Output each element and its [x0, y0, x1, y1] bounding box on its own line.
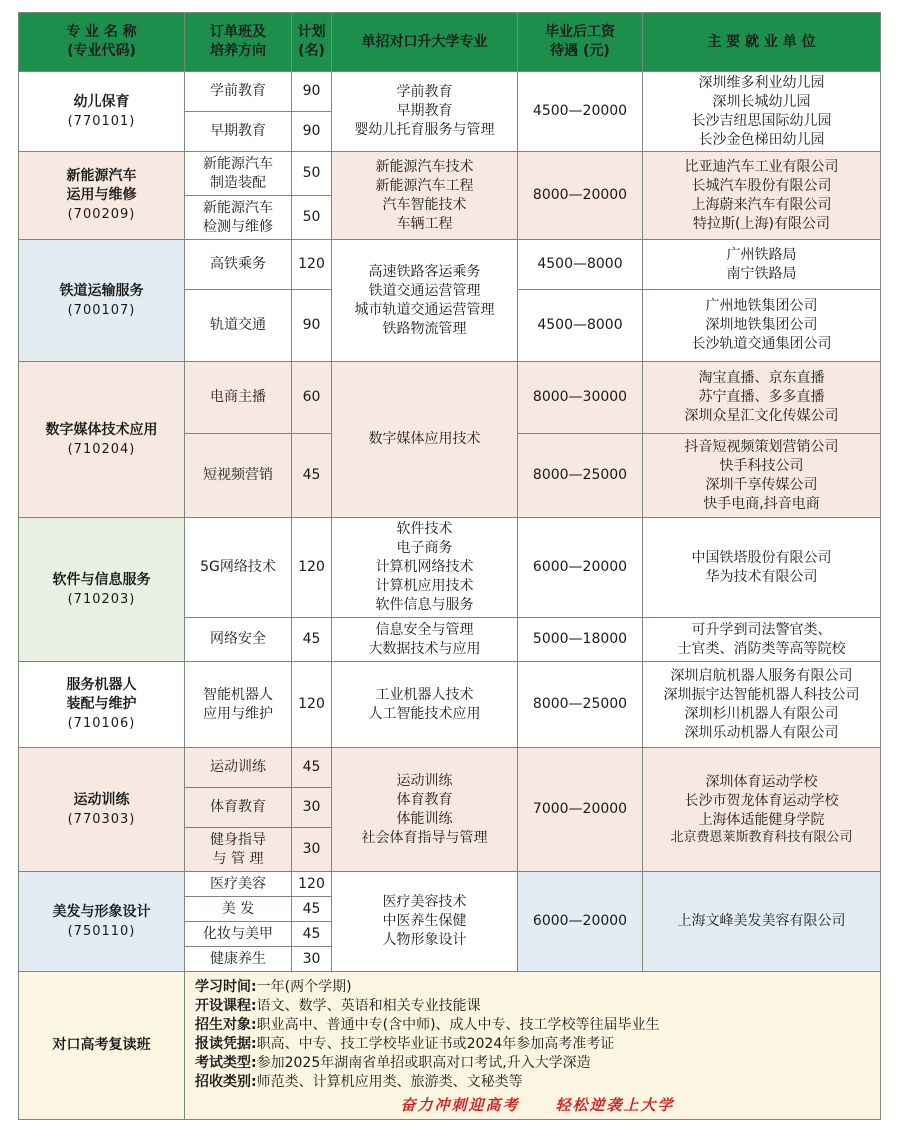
university-majors: 高速铁路客运乘务 铁道交通运营管理 城市轨道交通运营管理 铁路物流管理	[332, 240, 518, 362]
plan: 120	[292, 518, 332, 618]
salary: 7000—20000	[518, 748, 643, 872]
direction: 体育教育	[185, 788, 292, 828]
direction: 短视频营销	[185, 434, 292, 518]
direction: 轨道交通	[185, 290, 292, 362]
salary: 8000—25000	[518, 434, 643, 518]
plan: 45	[292, 748, 332, 788]
university-majors: 数字媒体应用技术	[332, 362, 518, 518]
plan: 30	[292, 788, 332, 828]
table-row	[19, 662, 881, 748]
major-name: 新能源汽车 运用与维修 (700209)	[19, 152, 185, 240]
review-class-details	[185, 972, 881, 1120]
plan: 50	[292, 152, 332, 196]
table-row	[19, 872, 881, 897]
direction: 高铁乘务	[185, 240, 292, 290]
major-name: 软件与信息服务 (710203)	[19, 518, 185, 662]
header-employers: 主 要 就 业 单 位	[643, 13, 881, 72]
plan: 120	[292, 662, 332, 748]
salary: 5000—18000	[518, 618, 643, 662]
salary: 8000—25000	[518, 662, 643, 748]
direction: 新能源汽车 检测与维修	[185, 196, 292, 240]
salary: 4500—8000	[518, 240, 643, 290]
detail-line: 招生对象:职业高中、普通中专(含中师)、成人中专、技工学校等往届毕业生	[195, 1017, 660, 1033]
university-majors: 医疗美容技术 中医养生保健 人物形象设计	[332, 872, 518, 972]
employers: 广州地铁集团公司 深圳地铁集团公司 长沙轨道交通集团公司	[643, 290, 881, 362]
employers: 深圳体育运动学校 长沙市贺龙体育运动学校 上海体适能健身学院 北京费恩莱斯教育科技有限公司	[643, 748, 881, 872]
direction: 美 发	[185, 897, 292, 922]
direction: 健身指导 与 管 理	[185, 828, 292, 872]
direction: 化妆与美甲	[185, 922, 292, 947]
salary: 8000—30000	[518, 362, 643, 434]
university-majors: 工业机器人技术 人工智能技术应用	[332, 662, 518, 748]
detail-line: 招收类别:师范类、计算机应用类、旅游类、文秘类等	[195, 1074, 523, 1090]
direction: 5G网络技术	[185, 518, 292, 618]
table-row	[19, 748, 881, 788]
header-major: 专 业 名 称 (专业代码)	[19, 13, 185, 72]
university-majors: 学前教育 早期教育 婴幼儿托育服务与管理	[332, 72, 518, 152]
employers: 深圳启航机器人服务有限公司 深圳振宇达智能机器人科技公司 深圳杉川机器人有限公司 深圳乐动机器人有限公司	[643, 662, 881, 748]
major-name: 铁道运输服务 (700107)	[19, 240, 185, 362]
employers: 抖音短视频策划营销公司 快手科技公司 深圳千享传媒公司 快手电商,抖音电商	[643, 434, 881, 518]
plan: 120	[292, 872, 332, 897]
detail-line: 学习时间:一年(两个学期)	[195, 979, 352, 995]
university-majors: 新能源汽车技术 新能源汽车工程 汽车智能技术 车辆工程	[332, 152, 518, 240]
plan: 90	[292, 290, 332, 362]
salary: 6000—20000	[518, 518, 643, 618]
salary: 4500—20000	[518, 72, 643, 152]
salary: 4500—8000	[518, 290, 643, 362]
salary: 8000—20000	[518, 152, 643, 240]
plan: 90	[292, 72, 332, 112]
program-table	[18, 12, 881, 1120]
direction: 网络安全	[185, 618, 292, 662]
header-direction: 订单班及 培养方向	[185, 13, 292, 72]
plan: 45	[292, 618, 332, 662]
direction: 智能机器人 应用与维护	[185, 662, 292, 748]
plan: 60	[292, 362, 332, 434]
direction: 早期教育	[185, 112, 292, 152]
header-plan: 计划 (名)	[292, 13, 332, 72]
detail-line: 考试类型:参加2025年湖南省单招或职高对口考试,升入大学深造	[195, 1055, 591, 1071]
university-majors: 软件技术 电子商务 计算机网络技术 计算机应用技术 软件信息与服务	[332, 518, 518, 618]
direction: 健康养生	[185, 947, 292, 972]
plan: 30	[292, 828, 332, 872]
major-name: 运动训练 (770303)	[19, 748, 185, 872]
plan: 90	[292, 112, 332, 152]
plan: 45	[292, 434, 332, 518]
plan: 50	[292, 196, 332, 240]
employers: 淘宝直播、京东直播 苏宁直播、多多直播 深圳众星汇文化传媒公司	[643, 362, 881, 434]
table-row	[19, 972, 881, 1120]
major-name: 美发与形象设计 (750110)	[19, 872, 185, 972]
employers: 比亚迪汽车工业有限公司 长城汽车股份有限公司 上海蔚来汽车有限公司 特拉斯(上海)有限公司	[643, 152, 881, 240]
university-majors: 运动训练 体育教育 体能训练 社会体育指导与管理	[332, 748, 518, 872]
employers: 广州铁路局 南宁铁路局	[643, 240, 881, 290]
header-university: 单招对口升大学专业	[332, 13, 518, 72]
table-row	[19, 362, 881, 434]
header-salary: 毕业后工资 待遇 (元)	[518, 13, 643, 72]
program-table-wrapper	[18, 12, 880, 1120]
plan: 120	[292, 240, 332, 290]
direction: 学前教育	[185, 72, 292, 112]
slogan: 奋力冲刺迎高考 轻松逆袭上大学	[400, 1096, 675, 1114]
table-row	[19, 240, 881, 290]
table-row	[19, 518, 881, 618]
table-row	[19, 152, 881, 196]
major-name: 幼儿保育 (770101)	[19, 72, 185, 152]
direction: 新能源汽车 制造装配	[185, 152, 292, 196]
major-name: 数字媒体技术应用 (710204)	[19, 362, 185, 518]
direction: 医疗美容	[185, 872, 292, 897]
review-class-label: 对口高考复读班	[19, 972, 185, 1120]
employers: 深圳维多利业幼儿园 深圳长城幼儿园 长沙吉纽思国际幼儿园 长沙金色梯田幼儿园	[643, 72, 881, 152]
detail-line: 开设课程:语文、数学、英语和相关专业技能课	[195, 998, 481, 1014]
direction: 电商主播	[185, 362, 292, 434]
major-name: 服务机器人 装配与维护 (710106)	[19, 662, 185, 748]
table-row	[19, 72, 881, 112]
salary: 6000—20000	[518, 872, 643, 972]
table-header	[19, 13, 881, 72]
plan: 30	[292, 947, 332, 972]
university-majors: 信息安全与管理 大数据技术与应用	[332, 618, 518, 662]
employers: 上海文峰美发美容有限公司	[643, 872, 881, 972]
detail-line: 报读凭据:职高、中专、技工学校毕业证书或2024年参加高考准考证	[195, 1036, 615, 1052]
plan: 45	[292, 922, 332, 947]
employers: 中国铁塔股份有限公司 华为技术有限公司	[643, 518, 881, 618]
direction: 运动训练	[185, 748, 292, 788]
plan: 45	[292, 897, 332, 922]
employers: 可升学到司法警官类、 士官类、消防类等高等院校	[643, 618, 881, 662]
